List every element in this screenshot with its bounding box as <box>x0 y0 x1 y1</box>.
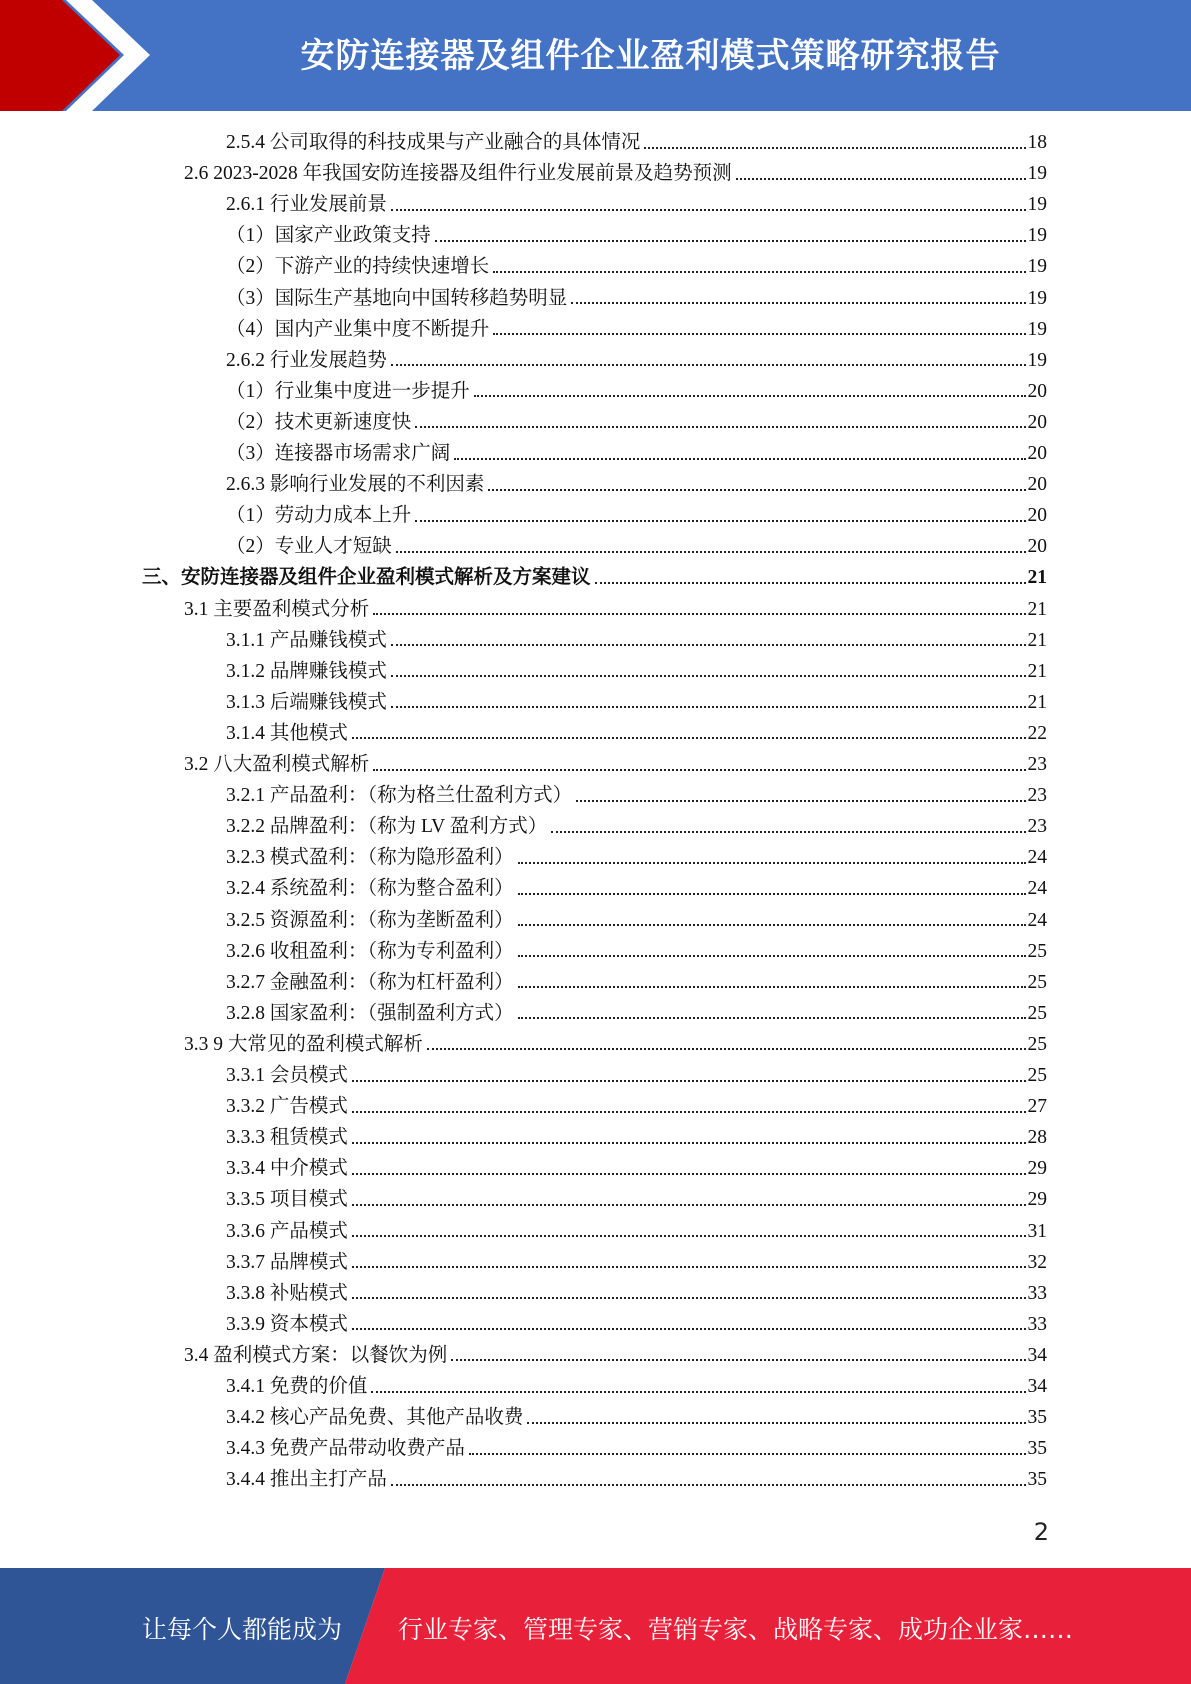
toc-leader-dots <box>352 1235 1026 1237</box>
toc-leader-dots <box>391 675 1026 677</box>
toc-entry[interactable] <box>226 1216 1047 1247</box>
toc-leader-dots <box>391 706 1026 708</box>
toc-entry[interactable] <box>226 1464 1047 1495</box>
toc-entry-label: （1）劳动力成本上升 <box>226 505 412 527</box>
toc-entry-label: 3.2.5 资源盈利：（称为垄断盈利） <box>226 909 514 931</box>
toc-entry[interactable] <box>226 1371 1047 1402</box>
page-header <box>0 0 1191 111</box>
toc-entry[interactable] <box>226 500 1047 531</box>
toc-entry-page: 23 <box>1027 816 1047 838</box>
toc-leader-dots <box>352 737 1026 739</box>
toc-leader-dots <box>488 489 1025 491</box>
toc-entry[interactable] <box>226 220 1047 251</box>
toc-leader-dots <box>518 862 1026 864</box>
toc-entry-page: 23 <box>1027 754 1047 775</box>
toc-entry[interactable] <box>226 469 1047 500</box>
toc-entry-page: 20 <box>1027 505 1047 527</box>
toc-entry-page: 20 <box>1027 380 1047 402</box>
toc-entry-label: 3.4.2 核心产品免费、其他产品收费 <box>226 1407 524 1429</box>
toc-leader-dots <box>415 520 1025 522</box>
toc-entry-label: （2）下游产业的持续快速增长 <box>226 256 490 278</box>
toc-entry[interactable] <box>226 345 1047 376</box>
toc-entry[interactable] <box>226 376 1047 407</box>
toc-entry-page: 20 <box>1027 443 1047 464</box>
toc-entry-label: 三、安防连接器及组件企业盈利模式解析及方案建议 <box>142 567 591 589</box>
toc-entry-page: 24 <box>1027 909 1047 931</box>
toc-entry[interactable] <box>226 1184 1047 1215</box>
toc-entry[interactable] <box>226 127 1047 158</box>
toc-entry-page: 23 <box>1027 785 1047 807</box>
toc-entry-page: 18 <box>1027 132 1047 153</box>
toc-leader-dots <box>427 1048 1026 1050</box>
toc-leader-dots <box>518 955 1026 957</box>
toc-leader-dots <box>435 240 1026 242</box>
toc-leader-dots <box>571 302 1025 304</box>
toc-leader-dots <box>352 1204 1026 1206</box>
toc-leader-dots <box>454 458 1025 460</box>
toc-entry-page: 31 <box>1027 1220 1047 1242</box>
page-number: 2 <box>1033 1518 1049 1546</box>
toc-entry-page: 21 <box>1027 660 1047 682</box>
toc-entry-label: 2.6.1 行业发展前景 <box>226 194 387 216</box>
toc-leader-dots <box>527 1422 1025 1424</box>
toc-entry-page: 34 <box>1027 1376 1047 1397</box>
toc-entry-page: 21 <box>1027 691 1047 713</box>
toc-entry-page: 20 <box>1027 474 1047 496</box>
toc-entry-label: 3.3.4 中介模式 <box>226 1158 348 1180</box>
toc-entry[interactable] <box>226 967 1047 998</box>
toc-entry[interactable] <box>226 687 1047 718</box>
toc-leader-dots <box>391 364 1026 366</box>
toc-entry-label: （2）技术更新速度快 <box>226 411 412 433</box>
toc-entry-page: 21 <box>1027 598 1047 620</box>
toc-entry-label: 3.2.8 国家盈利：（强制盈利方式） <box>226 1002 514 1024</box>
toc-entry[interactable] <box>184 594 1047 625</box>
report-title: 安防连接器及组件企业盈利模式策略研究报告 <box>300 36 1001 76</box>
toc-entry-label: （3）连接器市场需求广阔 <box>226 443 451 464</box>
toc-entry-label: 3.2.3 模式盈利：（称为隐形盈利） <box>226 847 514 869</box>
toc-entry-label: 3.2.1 产品盈利：（称为格兰仕盈利方式） <box>226 785 573 807</box>
toc-entry[interactable] <box>184 158 1047 189</box>
toc-entry[interactable] <box>226 656 1047 687</box>
toc-entry-label: 3.4.4 推出主打产品 <box>226 1469 387 1491</box>
toc-leader-dots <box>352 1142 1026 1144</box>
toc-entry[interactable] <box>226 1122 1047 1153</box>
toc-entry-label: 3.3.3 租赁模式 <box>226 1127 348 1149</box>
toc-entry-label: 3.4.3 免费产品带动收费产品 <box>226 1438 465 1460</box>
toc-entry[interactable] <box>226 189 1047 220</box>
toc-entry-label: 3.3.8 补贴模式 <box>226 1282 348 1304</box>
toc-entry-label: 3.4.1 免费的价值 <box>226 1376 368 1397</box>
toc-entry-page: 35 <box>1027 1438 1047 1460</box>
toc-entry-page: 33 <box>1027 1282 1047 1304</box>
toc-leader-dots <box>469 1453 1026 1455</box>
toc-entry[interactable] <box>226 531 1047 562</box>
toc-entry-label: （1）行业集中度进一步提升 <box>226 380 470 402</box>
toc-leader-dots <box>391 1484 1026 1486</box>
toc-leader-dots <box>493 333 1025 335</box>
toc-entry[interactable] <box>226 314 1047 345</box>
toc-entry-page: 25 <box>1027 971 1047 993</box>
toc-entry-page: 33 <box>1027 1313 1047 1335</box>
toc-leader-dots <box>518 1017 1026 1019</box>
toc-entry[interactable] <box>226 1247 1047 1278</box>
toc-leader-dots <box>352 1173 1026 1175</box>
toc-entry-page: 29 <box>1027 1189 1047 1211</box>
toc-entry-label: （1）国家产业政策支持 <box>226 225 431 247</box>
toc-entry-label: 3.1.1 产品赚钱模式 <box>226 629 387 651</box>
toc-entry[interactable] <box>226 1402 1047 1433</box>
toc-leader-dots <box>373 613 1025 615</box>
toc-entry-page: 25 <box>1027 1002 1047 1024</box>
toc-entry-page: 25 <box>1027 940 1047 962</box>
toc-entry[interactable] <box>226 283 1047 314</box>
toc-entry-page: 27 <box>1027 1096 1047 1118</box>
toc-entry-page: 19 <box>1027 194 1047 216</box>
toc-entry-label: 3.1.4 其他模式 <box>226 722 348 744</box>
toc-entry-label: 3.4 盈利模式方案：以餐饮为例 <box>184 1344 448 1366</box>
footer-slogan-right: 行业专家、管理专家、营销专家、战略专家、成功企业家…… <box>398 1615 1074 1644</box>
toc-entry[interactable] <box>226 251 1047 282</box>
toc-entry-page: 25 <box>1027 1033 1047 1055</box>
toc-leader-dots <box>551 831 1025 833</box>
toc-entry-page: 28 <box>1027 1127 1047 1149</box>
toc-entry[interactable] <box>226 407 1047 438</box>
toc-entry-page: 19 <box>1027 287 1047 309</box>
toc-entry[interactable] <box>142 562 1047 593</box>
toc-entry-page: 19 <box>1027 349 1047 371</box>
toc-leader-dots <box>644 147 1025 149</box>
toc-leader-dots <box>371 1391 1025 1393</box>
toc-entry-label: 3.1.3 后端赚钱模式 <box>226 691 387 713</box>
toc-entry-label: 3.3.5 项目模式 <box>226 1189 348 1211</box>
toc-entry-label: 3.3.9 资本模式 <box>226 1313 348 1335</box>
toc-entry-page: 24 <box>1027 847 1047 869</box>
toc-entry-label: 3.3.2 广告模式 <box>226 1096 348 1118</box>
toc-entry-label: 3.3.7 品牌模式 <box>226 1251 348 1273</box>
toc-entry-label: 3.3 9 大常见的盈利模式解析 <box>184 1033 423 1055</box>
toc-entry-page: 34 <box>1027 1344 1047 1366</box>
toc-entry-page: 29 <box>1027 1158 1047 1180</box>
toc-entry-page: 19 <box>1027 318 1047 340</box>
toc-entry-page: 20 <box>1027 536 1047 558</box>
toc-entry-label: 3.1 主要盈利模式分析 <box>184 598 370 620</box>
toc-entry[interactable] <box>226 1091 1047 1122</box>
toc-entry[interactable] <box>226 936 1047 967</box>
toc-entry-page: 32 <box>1027 1251 1047 1273</box>
toc-leader-dots <box>518 986 1026 988</box>
toc-entry-label: 2.6 2023-2028 年我国安防连接器及组件行业发展前景及趋势预测 <box>184 163 732 185</box>
toc-entry-page: 19 <box>1027 256 1047 278</box>
toc-entry-label: 3.2 八大盈利模式解析 <box>184 754 370 775</box>
toc-entry-page: 35 <box>1027 1469 1047 1491</box>
toc-entry-page: 22 <box>1027 722 1047 744</box>
toc-entry-page: 19 <box>1027 225 1047 247</box>
toc-entry-label: 3.2.2 品牌盈利：（称为 LV 盈利方式） <box>226 816 548 838</box>
toc-entry-label: 3.2.6 收租盈利：（称为专利盈利） <box>226 940 514 962</box>
toc-entry[interactable] <box>226 1433 1047 1464</box>
toc-leader-dots <box>396 551 1026 553</box>
toc-entry[interactable] <box>226 438 1047 469</box>
toc-leader-dots <box>391 644 1026 646</box>
toc-entry-page: 20 <box>1027 411 1047 433</box>
toc-entry[interactable] <box>226 1309 1047 1340</box>
toc-entry-page: 21 <box>1027 629 1047 651</box>
toc-leader-dots <box>451 1359 1025 1361</box>
toc-leader-dots <box>352 1080 1026 1082</box>
toc-entry[interactable] <box>184 1029 1047 1060</box>
toc-leader-dots <box>415 426 1025 428</box>
toc-entry-label: （2）专业人才短缺 <box>226 536 392 558</box>
toc-entry-label: 3.1.2 品牌赚钱模式 <box>226 660 387 682</box>
toc-entry[interactable] <box>184 749 1047 780</box>
toc-entry-label: 2.6.2 行业发展趋势 <box>226 349 387 371</box>
toc-leader-dots <box>736 178 1026 180</box>
footer-slogan-left: 让每个人都能成为 <box>142 1615 343 1644</box>
toc-entry-page: 21 <box>1027 567 1047 589</box>
toc-leader-dots <box>352 1297 1026 1299</box>
toc-entry-label: 3.3.6 产品模式 <box>226 1220 348 1242</box>
toc-entry[interactable] <box>226 1153 1047 1184</box>
toc-entry-label: （4）国内产业集中度不断提升 <box>226 318 490 340</box>
toc-leader-dots <box>493 271 1025 273</box>
toc-entry-label: （3）国际生产基地向中国转移趋势明显 <box>226 287 568 309</box>
toc-leader-dots <box>576 800 1025 802</box>
toc-entry-page: 25 <box>1027 1065 1047 1086</box>
toc-leader-dots <box>352 1266 1026 1268</box>
toc-leader-dots <box>518 924 1026 926</box>
toc-entry[interactable] <box>226 998 1047 1029</box>
toc-entry-page: 35 <box>1027 1407 1047 1429</box>
toc-entry-label: 3.2.7 金融盈利：（称为杠杆盈利） <box>226 971 514 993</box>
toc-leader-dots <box>352 1111 1026 1113</box>
toc-entry[interactable] <box>226 625 1047 656</box>
toc-entry[interactable] <box>226 1060 1047 1091</box>
toc-leader-dots <box>352 1328 1026 1330</box>
toc-entry[interactable] <box>226 905 1047 936</box>
toc-entry[interactable] <box>226 842 1047 873</box>
toc-entry-page: 24 <box>1027 878 1047 900</box>
toc-entry[interactable] <box>226 873 1047 904</box>
toc-leader-dots <box>518 893 1026 895</box>
toc-entry[interactable] <box>226 780 1047 811</box>
toc-leader-dots <box>373 769 1025 771</box>
toc-entry-page: 19 <box>1027 163 1047 185</box>
toc-entry[interactable] <box>226 1278 1047 1309</box>
toc-leader-dots <box>391 209 1026 211</box>
toc-entry-label: 2.6.3 影响行业发展的不利因素 <box>226 474 485 496</box>
toc-entry[interactable] <box>226 811 1047 842</box>
toc-leader-dots <box>474 395 1026 397</box>
toc-entry[interactable] <box>226 718 1047 749</box>
toc-entry-label: 2.5.4 公司取得的科技成果与产业融合的具体情况 <box>226 132 641 153</box>
toc-entry-label: 3.3.1 会员模式 <box>226 1065 348 1086</box>
toc-entry[interactable] <box>184 1340 1047 1371</box>
page-footer <box>0 1568 1191 1684</box>
toc-entry-label: 3.2.4 系统盈利：（称为整合盈利） <box>226 878 514 900</box>
toc-leader-dots <box>595 582 1026 584</box>
